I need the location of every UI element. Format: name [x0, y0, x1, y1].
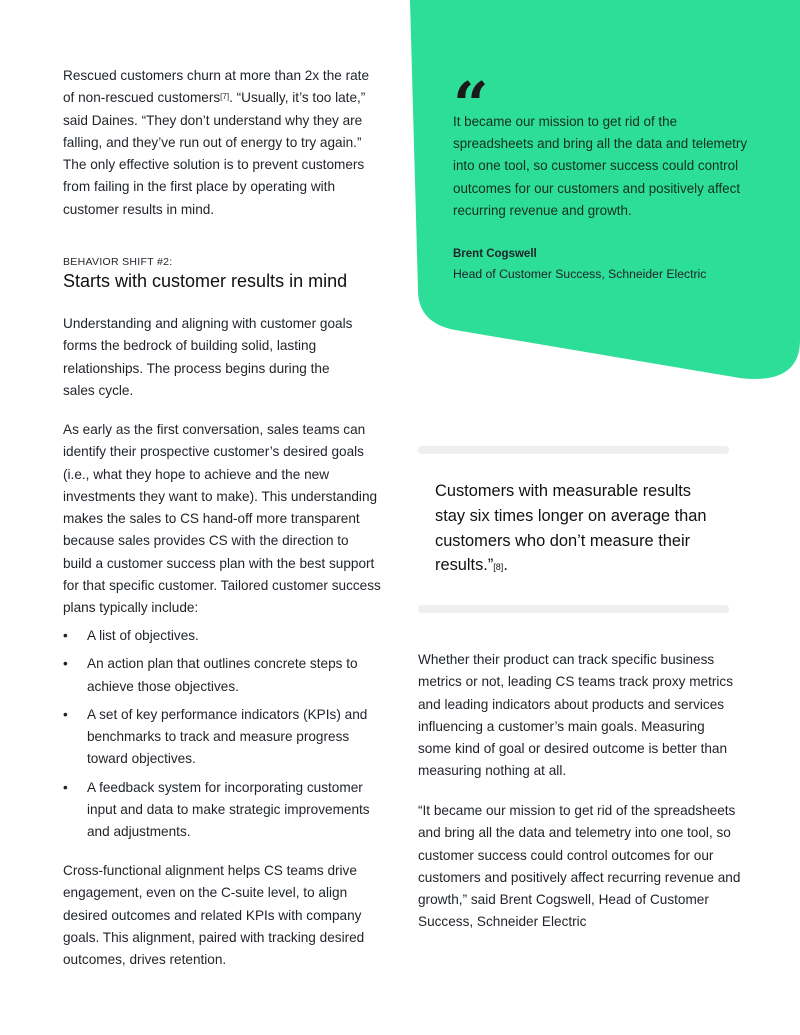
list-item-text: An action plan that outlines concrete steps to achieve those objectives. — [87, 656, 358, 694]
bullet-icon: • — [63, 779, 68, 795]
paragraph-metrics: Whether their product can track specific business metrics or not, leading CS teams track proxy metrics and leading indicators about products and services influencing a customer’s main goals. Measuring some kind of goal or desired outcome is better than measuring nothing at all. — [418, 652, 734, 779]
quote-mark-icon: “ — [453, 74, 489, 114]
list-item — [63, 777, 383, 844]
stat-end: . — [503, 556, 508, 575]
list-item — [63, 653, 383, 698]
bullet-icon: • — [63, 706, 68, 722]
stat-pull-quote — [435, 479, 725, 578]
body-paragraph-2 — [63, 419, 383, 620]
callout-author-role: Head of Customer Success, Schneider Electric — [453, 267, 707, 281]
divider-top — [418, 446, 729, 454]
intro-text-a: Rescued customers churn at more than 2x the rate of non-rescued customers — [63, 68, 370, 106]
list-item-text: A feedback system for incorporating customer input and data to make strategic improvements and adjustments. — [87, 779, 370, 840]
list-item — [63, 704, 383, 771]
paragraph-alignment: Cross-functional alignment helps CS teams drive engagement, even on the C-suite level, to align desired outcomes and related KPIs with company goals. This alignment, paired with tracking desired outcomes, drives retention. — [63, 863, 365, 968]
citation-8: [8] — [493, 562, 504, 573]
list-item-text: A set of key performance indicators (KPIs) and benchmarks to track and measure progress toward objectives. — [87, 706, 368, 767]
bullet-icon: • — [63, 656, 68, 672]
list-item-text: A list of objectives. — [87, 628, 199, 643]
paragraph-sales: As early as the first conversation, sales teams can identify their prospective customer’s desired goals (i.e., what they hope to achieve and the new investments they want to make). This understanding makes the sales to CS hand-off more transparent because sales provides CS with the direction to build a customer success plan with the best support for that specific customer. Tailored customer success plans typically include: — [63, 422, 381, 616]
divider-bottom — [418, 605, 729, 613]
right-paragraph-2 — [418, 800, 748, 934]
stat-text: Customers with measurable results stay six times longer on average than customers who don’t measure their results.” — [435, 482, 707, 575]
intro-text-b: . “Usually, it’s too late,” said Daines. “They don’t understand why they are falling, and they’ve run out of energy to try again.” The only effective solution is to prevent customers from failing in the first place by operating with customer results in mind. — [63, 90, 366, 217]
section-heading: Starts with customer results in mind — [63, 271, 348, 291]
callout-author-name: Brent Cogswell — [453, 248, 537, 260]
section-eyebrow: BEHAVIOR SHIFT #2: — [63, 256, 173, 268]
paragraph-goals: Understanding and aligning with customer goals forms the bedrock of building solid, lasting relationships. The process begins during the sales cycle. — [63, 316, 353, 398]
body-paragraph-1 — [63, 313, 383, 402]
callout-quote: It became our mission to get rid of the spreadsheets and bring all the data and telemetry into one tool, so customer success could control outcomes for our customers and positively affect recurring revenue and growth. — [453, 114, 748, 218]
right-paragraph-1 — [418, 649, 748, 783]
citation-7: [7] — [220, 92, 230, 102]
plan-list — [63, 625, 383, 850]
list-item — [63, 625, 383, 647]
paragraph-cogswell-quote: “It became our mission to get rid of the spreadsheets and bring all the data and telemetry into one tool, so customer success could control outcomes for our customers and positively affect recurring revenue and growth,” said Brent Cogswell, Head of Customer Success, Schneider Electric — [418, 803, 741, 930]
body-paragraph-3 — [63, 860, 383, 971]
intro-paragraph — [63, 65, 383, 221]
bullet-icon: • — [63, 628, 68, 643]
